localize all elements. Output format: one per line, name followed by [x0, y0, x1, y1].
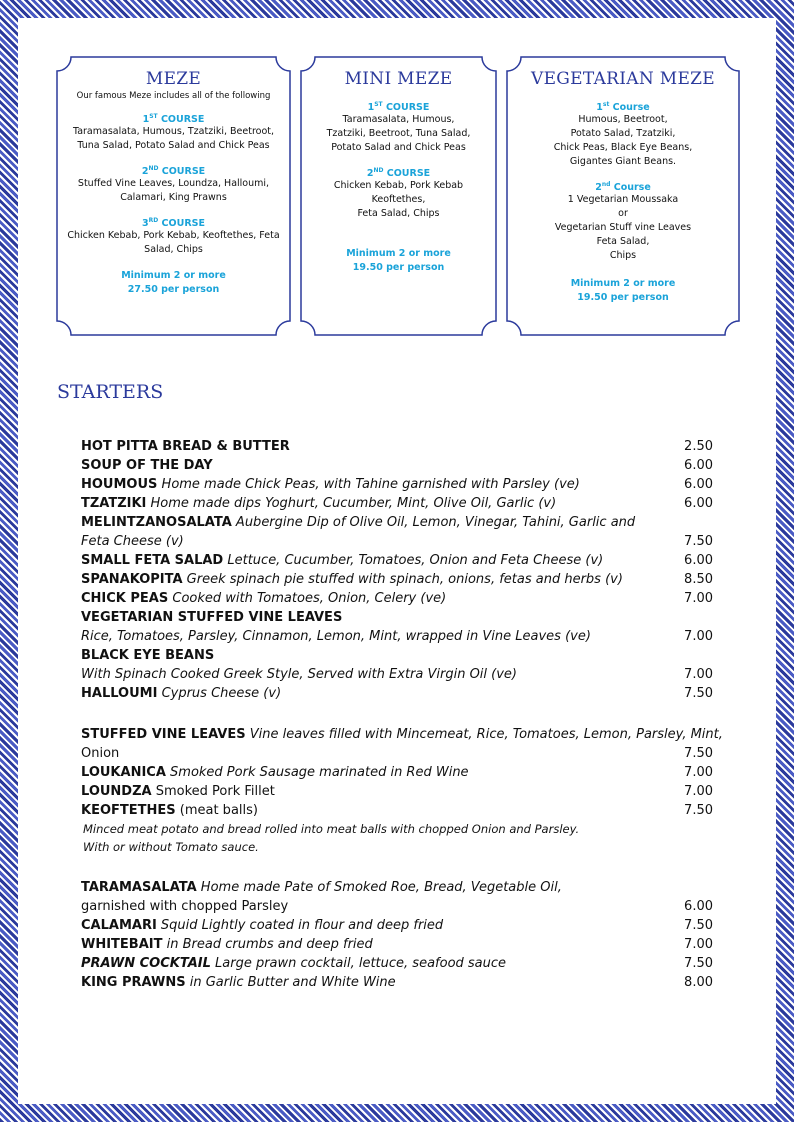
vegetarian-meze-panel [507, 57, 739, 335]
menu-item-price: 7.00 [684, 591, 713, 606]
menu-item [81, 763, 721, 782]
menu-item-name: PRAWN COCKTAIL [81, 956, 211, 971]
meze-subtitle: Our famous Meze includes all of the following [76, 91, 271, 101]
menu-item-description: in Garlic Butter and White Wine [185, 975, 396, 990]
menu-item [81, 782, 721, 801]
menu-item-description: Lettuce, Cucumber, Tomatoes, Onion and Feta Cheese (v) [223, 553, 604, 568]
menu-item-name: SOUP OF THE DAY [81, 458, 213, 473]
mini-meze-panel [301, 57, 496, 335]
course-item: Vegetarian Stuff vine Leaves [554, 222, 692, 234]
menu-item [81, 456, 721, 475]
keoftethes-note: Minced meat potato and bread rolled into meat balls with chopped Onion and Parsley. [83, 822, 580, 836]
menu-item-name: BLACK EYE BEANS [81, 648, 215, 663]
menu-item-price: 7.50 [684, 803, 713, 818]
menu-item [81, 551, 721, 570]
menu-item [81, 878, 721, 897]
menu-item-name: HOUMOUS [81, 477, 158, 492]
menu-item [81, 532, 721, 551]
menu-item-description: Onion [81, 746, 120, 761]
menu-item-name: LOUNDZA [81, 784, 152, 799]
course-heading: 1ST COURSE [367, 101, 430, 114]
course-heading: 2ND COURSE [366, 167, 431, 180]
course-item: Taramasalata, Humous, Tzatziki, Beetroot, [72, 126, 275, 138]
menu-item-price: 6.00 [684, 477, 713, 492]
course-heading: 2ND COURSE [141, 165, 206, 178]
menu-item-price: 7.00 [684, 765, 713, 780]
menu-item-description: Large prawn cocktail, lettuce, seafood sauce [210, 956, 507, 971]
mini-meze-price: 19.50 per person [352, 262, 445, 274]
menu-item-description: Smoked Pork Sausage marinated in Red Wine [165, 765, 469, 780]
menu-item [81, 973, 721, 992]
menu-item [81, 475, 721, 494]
menu-item-description: in Bread crumbs and deep fried [162, 937, 373, 952]
course-heading: 2nd Course [595, 181, 651, 194]
menu-item-price: 7.00 [684, 937, 713, 952]
menu-item-name: SMALL FETA SALAD [81, 553, 224, 568]
menu-item-price: 8.50 [684, 572, 713, 587]
minimum-text: Minimum 2 or more [346, 248, 451, 260]
course-item: Gigantes Giant Beans. [569, 156, 677, 168]
course-item: Humous, Beetroot, [578, 114, 668, 126]
menu-item [81, 570, 721, 589]
menu-item-name: CALAMARI [81, 918, 157, 933]
course-item: Taramasalata, Humous, [342, 114, 455, 126]
menu-item-price: 7.00 [684, 784, 713, 799]
menu-item-name: VEGETARIAN STUFFED VINE LEAVES [81, 610, 343, 625]
course-item: Chicken Kebab, Pork Kebab, Keoftethes, Feta [67, 230, 280, 242]
menu-item-description: (meat balls) [175, 803, 258, 818]
menu-item [81, 916, 721, 935]
menu-item [81, 801, 721, 820]
menu-item-description: Vine leaves filled with Mincemeat, Rice, Tomatoes, Lemon, Parsley, Mint, [245, 727, 723, 742]
course-item: Keoftethes, [371, 194, 426, 206]
course-item: Calamari, King Prawns [120, 192, 227, 204]
menu-item-name: MELINTZANOSALATA [81, 515, 232, 530]
course-item: or [618, 208, 628, 220]
course-item: Tzatziki, Beetroot, Tuna Salad, [326, 128, 471, 140]
menu-item-price: 7.50 [684, 918, 713, 933]
menu-item-price: 8.00 [684, 975, 713, 990]
menu-item-name: TARAMASALATA [81, 880, 197, 895]
mini-meze-title: MINI MEZE [344, 69, 453, 89]
menu-item [81, 513, 721, 532]
menu-item-name: WHITEBAIT [81, 937, 163, 952]
course-item: Potato Salad and Chick Peas [331, 142, 466, 154]
menu-item-price: 7.00 [684, 629, 713, 644]
course-item: Chips [609, 250, 637, 262]
meze-minimum [57, 269, 290, 297]
menu-item-description: Squid Lightly coated in flour and deep fried [156, 918, 444, 933]
menu-item-description: Aubergine Dip of Olive Oil, Lemon, Vinegar, Tahini, Garlic and [231, 515, 636, 530]
menu-item-name: CHICK PEAS [81, 591, 169, 606]
menu-item-description: garnished with chopped Parsley [81, 899, 289, 914]
menu-item-name: LOUKANICA [81, 765, 166, 780]
menu-item-price: 7.50 [684, 746, 713, 761]
menu-item-price: 6.00 [684, 496, 713, 511]
menu-item [81, 684, 721, 703]
course-item: Chick Peas, Black Eye Beans, [553, 142, 693, 154]
menu-item [81, 627, 721, 646]
menu-item-description: Greek spinach pie stuffed with spinach, onions, fetas and herbs (v) [182, 572, 623, 587]
course-item: 1 Vegetarian Moussaka [567, 194, 679, 206]
meze-title: MEZE [145, 69, 202, 89]
vegetarian-meze-price: 19.50 per person [577, 292, 669, 304]
menu-item [81, 437, 721, 456]
course-item: Feta Salad, [596, 236, 650, 248]
menu-item [81, 954, 721, 973]
menu-item-price: 7.50 [684, 534, 713, 549]
menu-item [81, 744, 721, 763]
menu-item [81, 935, 721, 954]
menu-item-description: Cooked with Tomatoes, Onion, Celery (ve) [168, 591, 447, 606]
course-item: Potato Salad, Tzatziki, [570, 128, 676, 140]
meze-price: 27.50 per person [127, 284, 220, 296]
course-item: Stuffed Vine Leaves, Loundza, Halloumi, [77, 178, 270, 190]
menu-item-name: STUFFED VINE LEAVES [81, 727, 246, 742]
menu-item [81, 608, 721, 627]
menu-item [81, 897, 721, 916]
menu-item-price: 7.00 [684, 667, 713, 682]
menu-item-description: With Spinach Cooked Greek Style, Served with Extra Virgin Oil (ve) [81, 667, 518, 682]
menu-item [81, 725, 721, 744]
menu-item [81, 665, 721, 684]
course-heading: 1ST COURSE [142, 113, 205, 126]
menu-item-name: TZATZIKI [81, 496, 147, 511]
course-item: Feta Salad, Chips [357, 208, 440, 220]
keoftethes-note: With or without Tomato sauce. [83, 840, 259, 854]
vegetarian-meze-minimum [507, 277, 739, 305]
vegetarian-meze-title: VEGETARIAN MEZE [531, 69, 715, 89]
menu-item [81, 494, 721, 513]
minimum-text: Minimum 2 or more [121, 270, 226, 282]
course-item: Chicken Kebab, Pork Kebab [333, 180, 464, 192]
starters-menu [81, 437, 721, 992]
minimum-text: Minimum 2 or more [570, 278, 676, 290]
course-heading: 3RD COURSE [142, 217, 205, 230]
menu-item [81, 589, 721, 608]
menu-item-name: KEOFTETHES [81, 803, 176, 818]
menu-item-description: Home made Chick Peas, with Tahine garnished with Parsley (ve) [157, 477, 580, 492]
menu-item-name: KING PRAWNS [81, 975, 186, 990]
menu-item-description: Rice, Tomatoes, Parsley, Cinnamon, Lemon, Mint, wrapped in Vine Leaves (ve) [81, 629, 591, 644]
course-heading: 1st Course [596, 101, 650, 114]
menu-item-description: Cyprus Cheese (v) [157, 686, 282, 701]
menu-item-name: HALLOUMI [81, 686, 158, 701]
menu-item-price: 6.00 [684, 458, 713, 473]
menu-item-description: Home made Pate of Smoked Roe, Bread, Vegetable Oil, [196, 880, 562, 895]
starters-heading: STARTERS [57, 381, 164, 403]
menu-item-name: SPANAKOPITA [81, 572, 183, 587]
menu-item-name: HOT PITTA BREAD & BUTTER [81, 439, 290, 454]
course-item: Tuna Salad, Potato Salad and Chick Peas [77, 140, 270, 152]
meze-panel [57, 57, 290, 335]
mini-meze-minimum [301, 247, 496, 275]
menu-item-price: 7.50 [684, 956, 713, 971]
menu-item [81, 646, 721, 665]
menu-item-price: 6.00 [684, 553, 713, 568]
course-item: Salad, Chips [144, 244, 203, 256]
group-spacer [81, 856, 721, 878]
menu-item-price: 7.50 [684, 686, 713, 701]
menu-item-price: 6.00 [684, 899, 713, 914]
menu-item-description: Smoked Pork Fillet [151, 784, 275, 799]
menu-item-description: Home made dips Yoghurt, Cucumber, Mint, Olive Oil, Garlic (v) [146, 496, 557, 511]
group-spacer [81, 703, 721, 725]
menu-item-description: Feta Cheese (v) [81, 534, 184, 549]
menu-item-price: 2.50 [684, 439, 713, 454]
